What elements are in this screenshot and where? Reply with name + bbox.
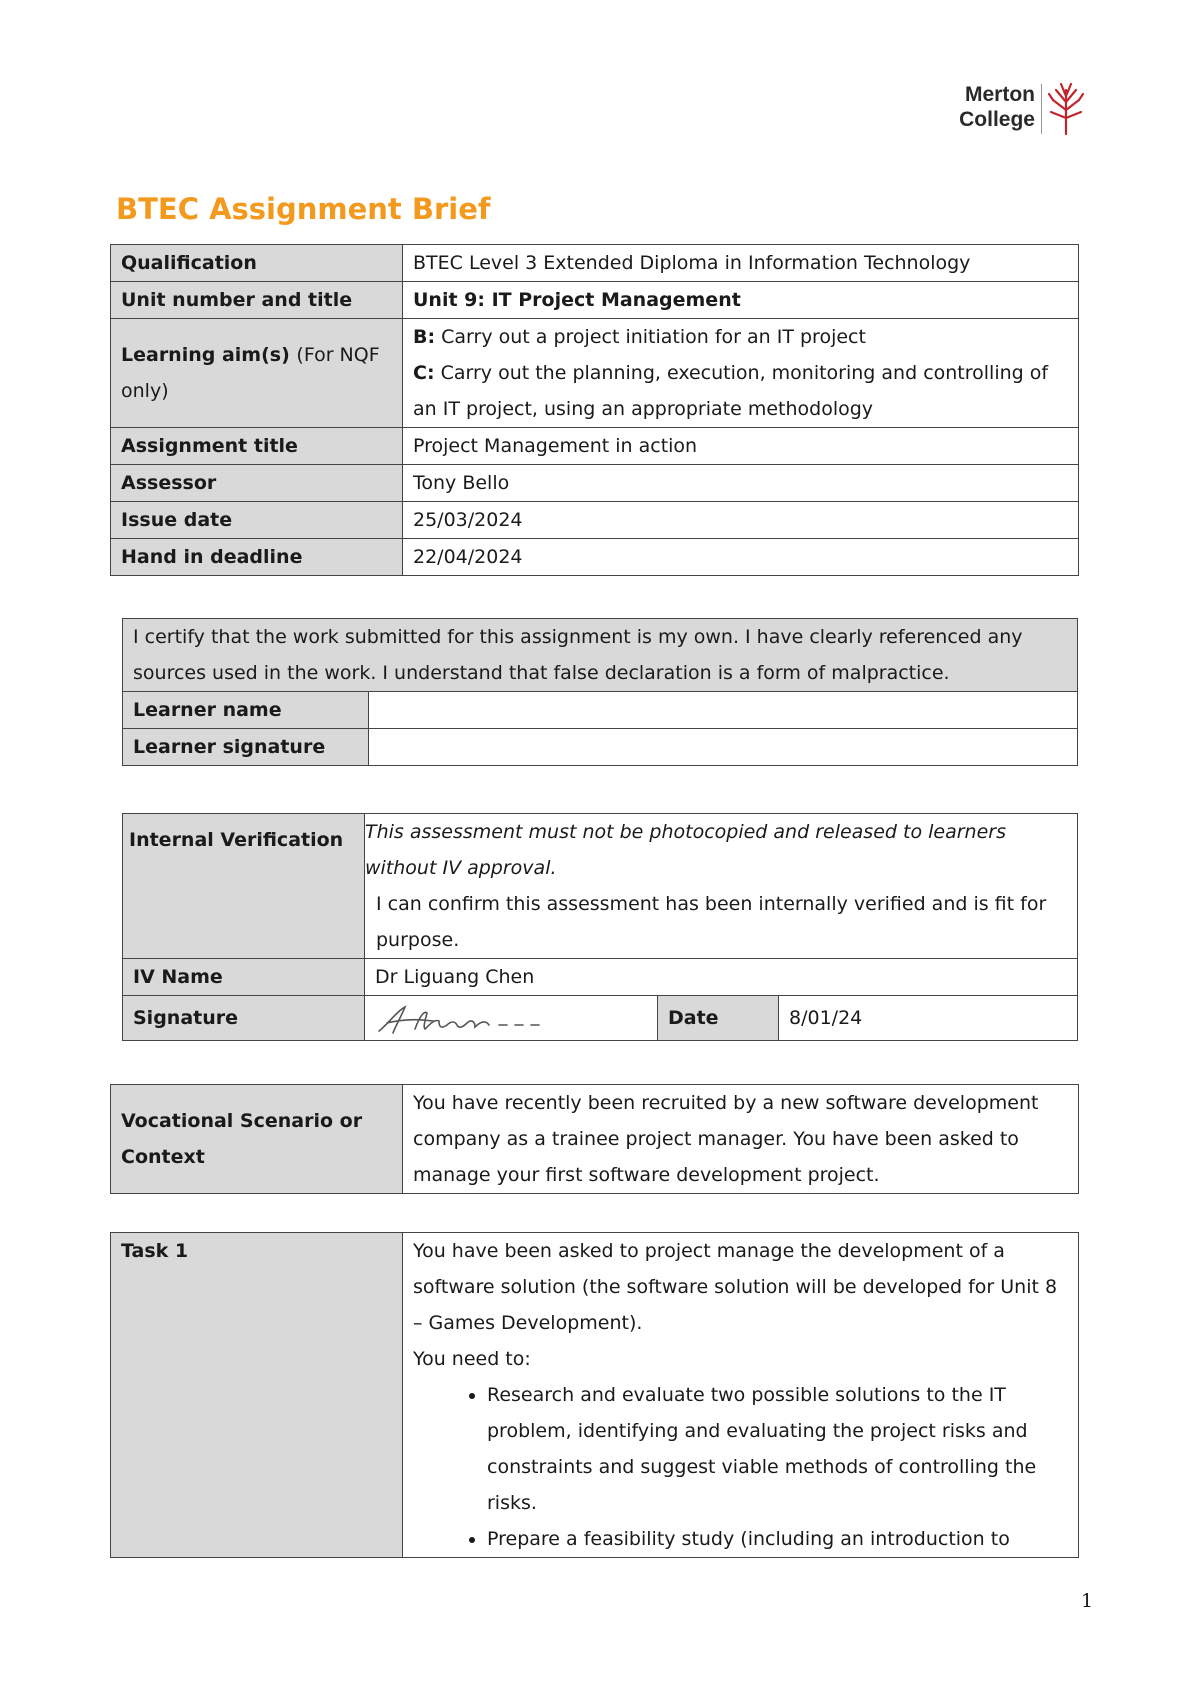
merton-college-logo — [955, 80, 1085, 140]
date-value: 8/01/24 — [779, 996, 1078, 1041]
learning-aims-note: (For NQF only) — [121, 344, 380, 402]
assignment-title-label: Assignment title — [111, 428, 403, 465]
logo-line-2: College — [959, 108, 1035, 131]
aim-c-key: C: — [413, 362, 435, 384]
table-row — [123, 729, 1078, 766]
table-row — [123, 692, 1078, 729]
list-item: • Prepare a feasibility study (including an introduction to — [487, 1521, 1068, 1557]
signature-label: Signature — [123, 996, 365, 1041]
aim-c-text: Carry out the planning, execution, monitoring and controlling of an IT project, using an appropriate methodology — [413, 362, 1049, 420]
task-1-intro: You have been asked to project manage the development of a software solution (the software solution will be developed for Unit 8 – Games Development). — [413, 1240, 1058, 1334]
iv-name-label: IV Name — [123, 959, 365, 996]
task-1-bullets — [413, 1377, 1068, 1557]
assignment-details-table — [110, 244, 1079, 576]
learner-name-label: Learner name — [123, 692, 369, 729]
table-row — [123, 814, 1078, 959]
aim-b-key: B: — [413, 326, 436, 348]
qualification-value: BTEC Level 3 Extended Diploma in Information Technology — [403, 245, 1079, 282]
scenario-label: Vocational Scenario or Context — [111, 1085, 403, 1194]
learning-aims-label: Learning aim(s) — [121, 344, 290, 366]
iv-statement-cell — [365, 814, 1078, 959]
task-1-need: You need to: — [413, 1348, 531, 1370]
assessor-value: Tony Bello — [403, 465, 1079, 502]
table-row — [111, 428, 1079, 465]
internal-verification-table — [122, 813, 1078, 1041]
logo-text — [955, 82, 1035, 132]
deadline-label: Hand in deadline — [111, 539, 403, 576]
table-row — [123, 959, 1078, 996]
learner-signature-label: Learner signature — [123, 729, 369, 766]
logo-divider — [1041, 84, 1042, 134]
aim-c — [413, 355, 1068, 427]
assignment-title-value: Project Management in action — [403, 428, 1079, 465]
aim-b-text: Carry out a project initiation for an IT project — [441, 326, 866, 348]
signature-cell — [365, 996, 658, 1041]
table-row — [111, 502, 1079, 539]
declaration-statement: I certify that the work submitted for this assignment is my own. I have clearly referenced any sources used in the work. I understand that false declaration is a form of malpractice. — [123, 619, 1078, 692]
table-row — [111, 319, 1079, 428]
iv-label: Internal Verification — [123, 814, 365, 959]
scenario-text: You have recently been recruited by a new software development company as a trainee project manager. You have been asked to manage your first software development project. — [403, 1085, 1079, 1194]
unit-value: Unit 9: IT Project Management — [403, 282, 1079, 319]
vocational-scenario-table — [110, 1084, 1079, 1194]
table-row — [111, 539, 1079, 576]
list-item: • Research and evaluate two possible solutions to the IT problem, identifying and evaluating the project risks and constraints and suggest viable methods of controlling the risks. — [487, 1377, 1068, 1521]
assessor-label: Assessor — [111, 465, 403, 502]
page-number: 1 — [1081, 1590, 1094, 1612]
issue-date-label: Issue date — [111, 502, 403, 539]
task-1-table — [110, 1232, 1079, 1558]
table-row — [123, 996, 1078, 1041]
aim-b — [413, 319, 1068, 355]
handwritten-signature — [375, 1001, 555, 1037]
qualification-label: Qualification — [111, 245, 403, 282]
learner-signature-field[interactable] — [369, 729, 1078, 766]
tree-icon — [1047, 80, 1085, 136]
date-label: Date — [658, 996, 779, 1041]
table-row — [111, 282, 1079, 319]
deadline-value: 22/04/2024 — [403, 539, 1079, 576]
learning-aims-cell — [403, 319, 1079, 428]
iv-warning: This assessment must not be photocopied and released to learners without IV approval. — [365, 821, 1006, 879]
learner-declaration-table — [122, 618, 1078, 766]
table-row — [123, 619, 1078, 692]
learner-name-field[interactable] — [369, 692, 1078, 729]
table-row — [111, 465, 1079, 502]
table-row — [111, 245, 1079, 282]
issue-date-value: 25/03/2024 — [403, 502, 1079, 539]
table-row — [111, 1233, 1079, 1558]
task-1-label: Task 1 — [111, 1233, 403, 1558]
unit-label: Unit number and title — [111, 282, 403, 319]
task-1-content — [403, 1233, 1079, 1558]
page-title: BTEC Assignment Brief — [116, 192, 491, 226]
table-row — [111, 1085, 1079, 1194]
logo-line-1: Merton — [965, 83, 1035, 106]
learning-aims-label-cell — [111, 319, 403, 428]
iv-name-value: Dr Liguang Chen — [365, 959, 1078, 996]
iv-confirmation: I can confirm this assessment has been internally verified and is fit for purpose. — [376, 893, 1047, 951]
